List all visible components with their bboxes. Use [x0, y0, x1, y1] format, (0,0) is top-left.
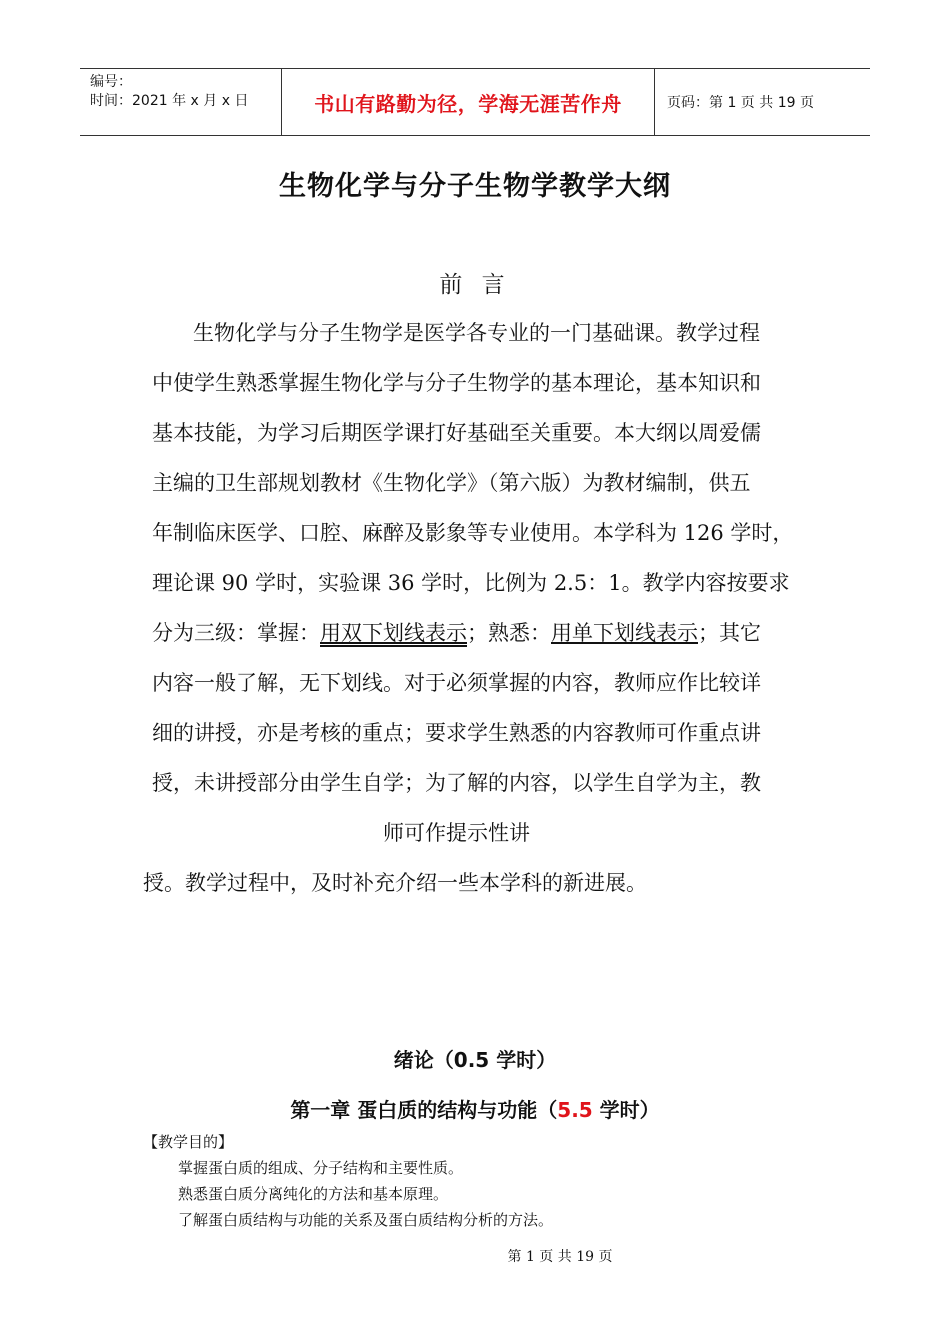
preface-line: 细的讲授，亦是考核的重点；要求学生熟悉的内容教师可作重点讲 — [152, 721, 761, 745]
objective-item: 了解蛋白质结构与功能的关系及蛋白质结构分析的方法。 — [178, 1211, 554, 1229]
document-date-label: 时间：2021 年 x 月 x 日 — [90, 93, 249, 109]
preface-heading: 前 言 — [439, 272, 511, 298]
header-meta-cell — [80, 69, 282, 135]
preface-line: 中使学生熟悉掌握生物化学与分子生物学的基本理论，基本知识和 — [152, 371, 761, 395]
page-footer: 第 1 页 共 19 页 — [507, 1249, 613, 1265]
preface-line: 授，未讲授部分由学生自学；为了解的内容，以学生自学为主，教 — [152, 771, 761, 795]
chapter-title: 第一章 蛋白质的结构与功能（ — [290, 1098, 558, 1122]
chapter-heading — [0, 1094, 950, 1123]
levels-text: ；熟悉： — [467, 621, 551, 645]
document-number-label: 编号： — [90, 74, 132, 90]
intro-heading: 绪论（0.5 学时） — [393, 1048, 557, 1072]
preface-line: 内容一般了解，无下划线。对于必须掌握的内容，教师应作比较详 — [152, 671, 761, 695]
single-underline-sample: 用单下划线表示 — [551, 621, 698, 645]
preface-line-levels — [152, 618, 761, 648]
chapter-hours-unit: 学时） — [592, 1098, 660, 1122]
levels-text: 分为三级：掌握： — [152, 621, 320, 645]
objective-item: 掌握蛋白质的组成、分子结构和主要性质。 — [178, 1159, 464, 1177]
preface-line: 主编的卫生部规划教材《生物化学》（第六版）为教材编制，供五 — [152, 471, 751, 495]
preface-line: 授。教学过程中，及时补充介绍一些本学科的新进展。 — [143, 871, 647, 895]
header-motto-cell — [282, 69, 655, 135]
preface-line: 理论课 90 学时，实验课 36 学时，比例为 2.5：1。教学内容按要求 — [152, 571, 790, 595]
header-page-cell — [655, 69, 870, 135]
header-table — [80, 68, 870, 136]
double-underline-sample: 用双下划线表示 — [320, 621, 467, 645]
header-motto: 书山有路勤为径，学海无涯苦作舟 — [314, 91, 622, 116]
chapter-hours: 5.5 — [557, 1098, 593, 1122]
preface-line: 年制临床医学、口腔、麻醉及影象等专业使用。本学科为 126 学时， — [152, 521, 794, 545]
objective-item: 熟悉蛋白质分离纯化的方法和基本原理。 — [178, 1185, 449, 1203]
preface-line: 师可作提示性讲 — [383, 821, 530, 845]
header-page-info: 页码：第 1 页 共 19 页 — [667, 95, 814, 111]
levels-text: ；其它 — [698, 621, 761, 645]
preface-line: 基本技能，为学习后期医学课打好基础至关重要。本大纲以周爱儒 — [152, 421, 761, 445]
document-title: 生物化学与分子生物学教学大纲 — [279, 171, 671, 202]
preface-line: 生物化学与分子生物学是医学各专业的一门基础课。教学过程 — [193, 321, 760, 345]
objectives-label: 【教学目的】 — [143, 1133, 234, 1151]
